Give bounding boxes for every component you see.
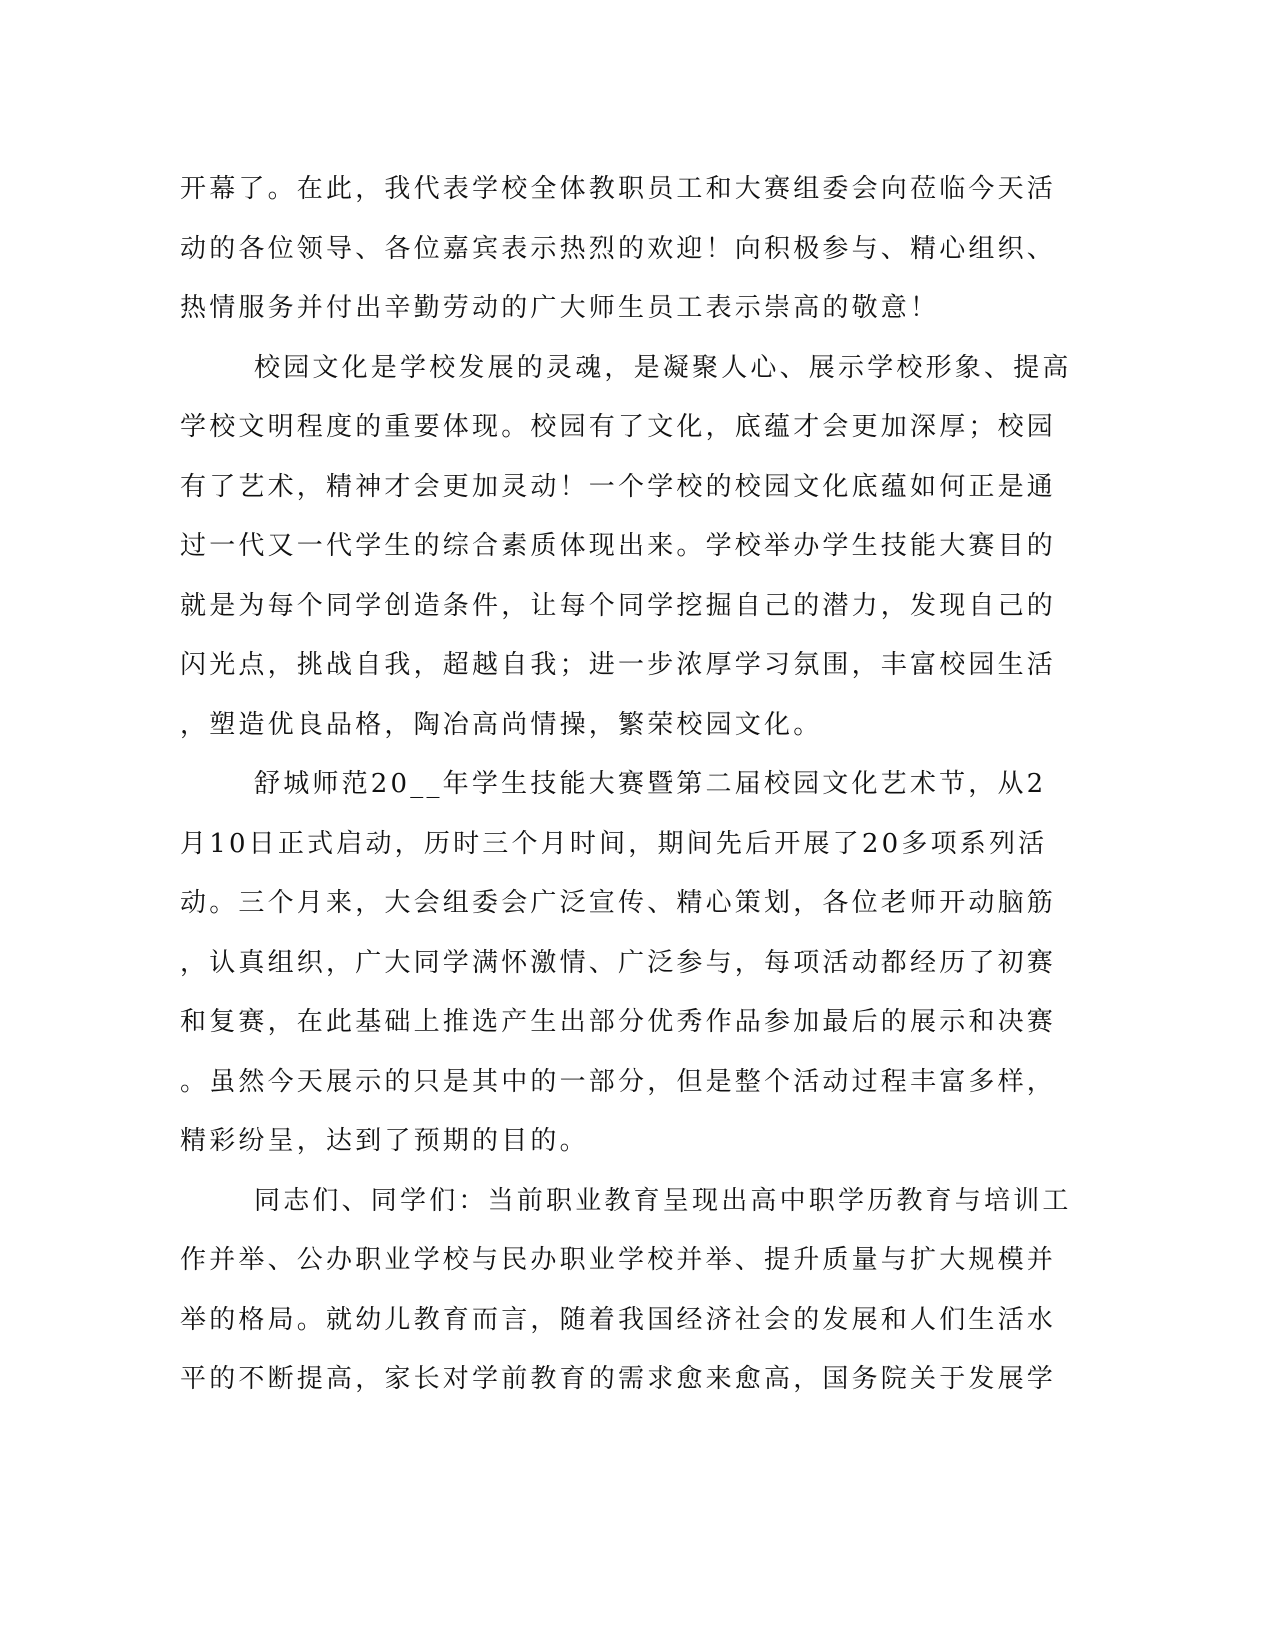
text-line: 动的各位领导、各位嘉宾表示热烈的欢迎！向积极参与、精心组织、 (180, 233, 1057, 264)
text-line: 有了艺术，精神才会更加灵动！一个学校的校园文化底蕴如何正是通 (180, 471, 1057, 502)
text-line: 学校文明程度的重要体现。校园有了文化，底蕴才会更加深厚；校园 (180, 412, 1057, 442)
text-line: ，认真组织，广大同学满怀激情、广泛参与，每项活动都经历了初赛 (180, 947, 1057, 978)
text-line: 过一代又一代学生的综合素质体现出来。学校举办学生技能大赛目的 (180, 531, 1057, 561)
text-line: 热情服务并付出辛勤劳动的广大师生员工表示崇高的敬意！ (180, 293, 940, 323)
text-line: 就是为每个同学创造条件，让每个同学挖掘自己的潜力，发现自己的 (180, 590, 1057, 621)
text-line: 举的格局。就幼儿教育而言，随着我国经济社会的发展和人们生活水 (180, 1304, 1057, 1335)
text-line: 平的不断提高，家长对学前教育的需求愈来愈高，国务院关于发展学 (180, 1364, 1057, 1394)
paragraph-start-line: 舒城师范20__年学生技能大赛暨第二届校园文化艺术节，从2 (254, 769, 1047, 799)
document-body (180, 160, 1072, 1410)
text-line: 。虽然今天展示的只是其中的一部分，但是整个活动过程丰富多样， (180, 1066, 1057, 1097)
text-line: 闪光点，挑战自我，超越自我；进一步浓厚学习氛围，丰富校园生活 (180, 650, 1057, 680)
text-line: 月10日正式启动，历时三个月时间，期间先后开展了20多项系列活 (180, 828, 1048, 859)
text-line: 和复赛，在此基础上推选产生出部分优秀作品参加最后的展示和决赛 (180, 1007, 1057, 1037)
text-line: 作并举、公办职业学校与民办职业学校并举、提升质量与扩大规模并 (180, 1245, 1057, 1275)
text-line: 动。三个月来，大会组委会广泛宣传、精心策划，各位老师开动脑筋 (180, 888, 1057, 918)
paragraph-start-line: 同志们、同学们：当前职业教育呈现出高中职学历教育与培训工 (254, 1185, 1072, 1216)
text-line: 开幕了。在此，我代表学校全体教职员工和大赛组委会向莅临今天活 (180, 174, 1057, 204)
text-line: ，塑造优良品格，陶冶高尚情操，繁荣校园文化。 (180, 709, 823, 740)
paragraph-start-line: 校园文化是学校发展的灵魂，是凝聚人心、展示学校形象、提高 (254, 352, 1072, 383)
text-line: 精彩纷呈，达到了预期的目的。 (180, 1126, 589, 1156)
